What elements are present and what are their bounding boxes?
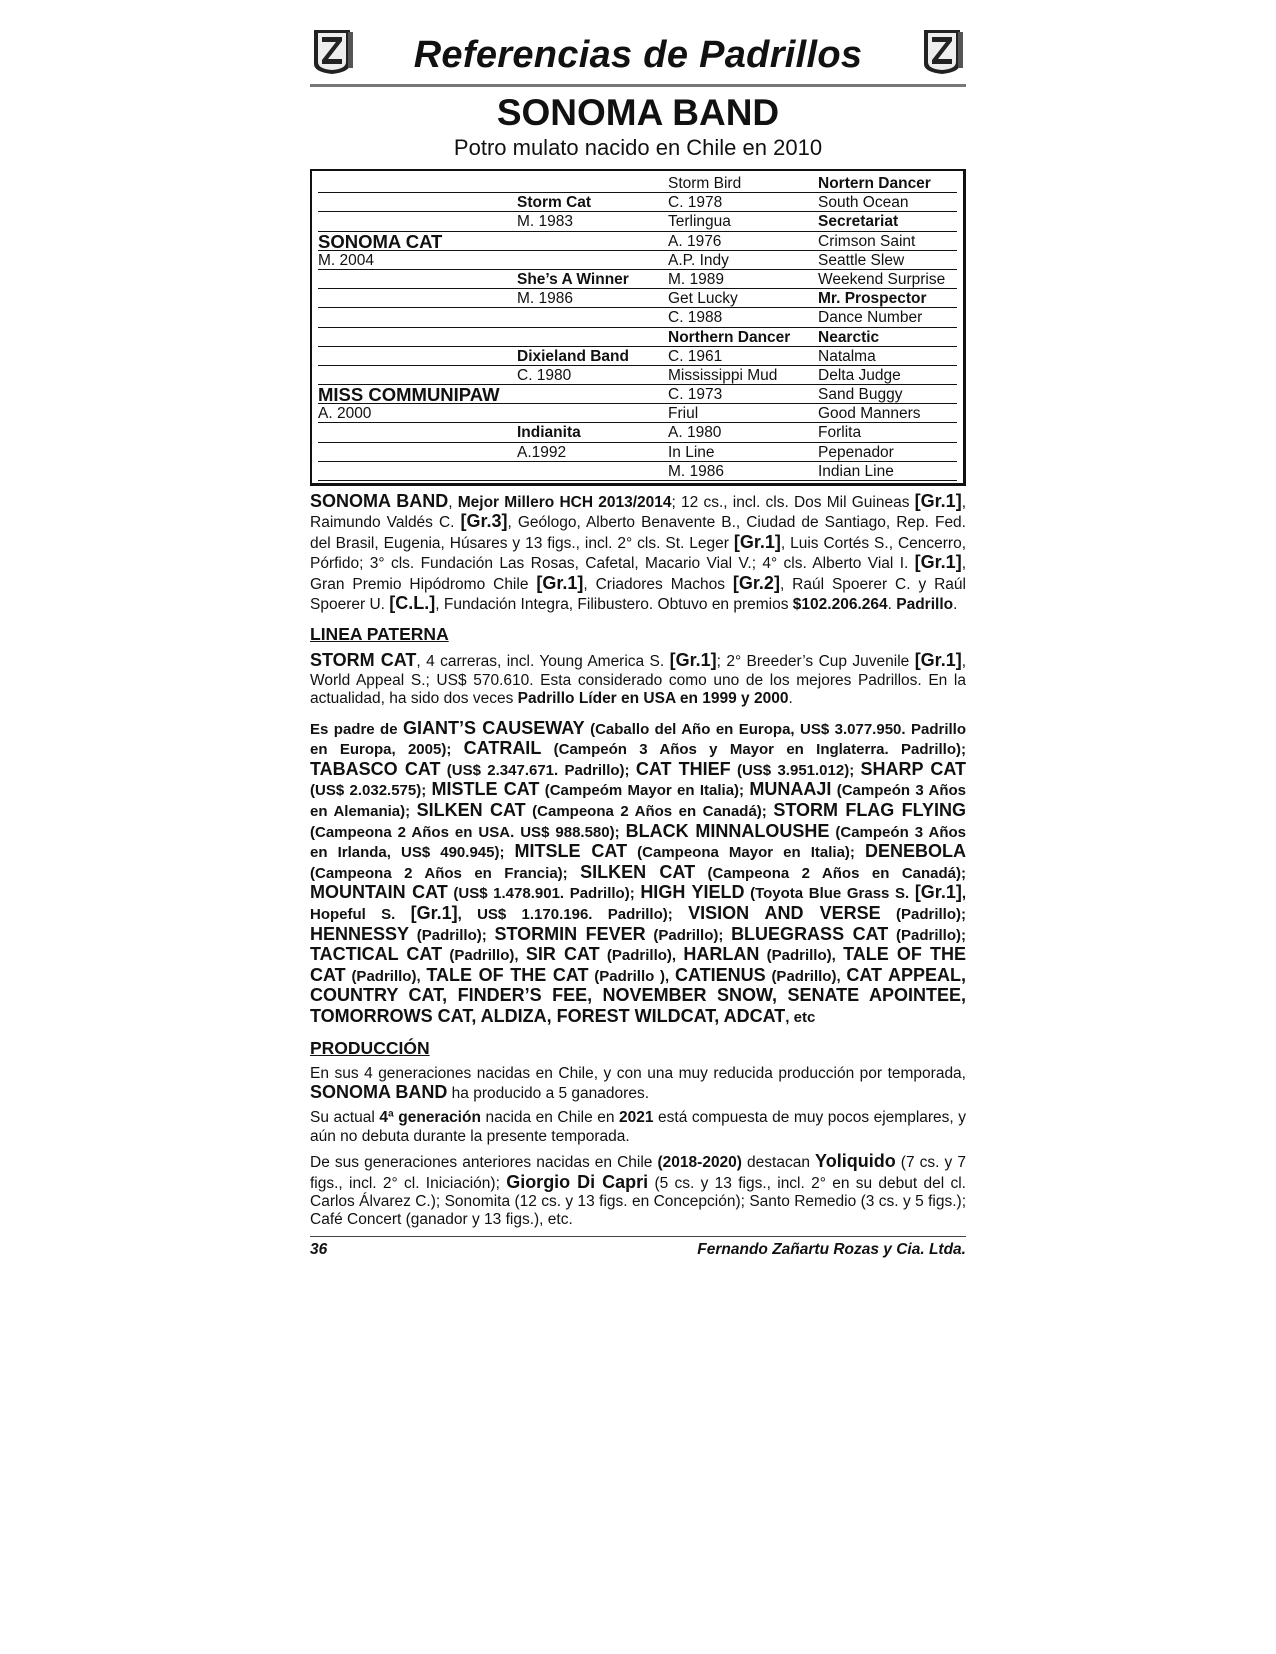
pedigree-gen4: Weekend Surprise bbox=[818, 270, 957, 289]
section-title-linea: LINEA PATERNA bbox=[310, 624, 449, 645]
produccion-text: destacan bbox=[741, 1154, 816, 1172]
progeny-detail: (Campeona 2 Años en Francia); bbox=[310, 864, 581, 882]
pedigree-gen2 bbox=[517, 174, 668, 193]
pedigree-gen3: Friul bbox=[668, 404, 818, 423]
pedigree-gen1 bbox=[318, 270, 517, 289]
pedigree-gen1 bbox=[318, 462, 517, 481]
pedigree-gen4: Crimson Saint bbox=[818, 232, 957, 251]
progeny-detail: (US$ 1.478.901. Padrillo); bbox=[447, 885, 641, 903]
progeny-detail: (Padrillo); bbox=[880, 906, 966, 923]
pedigree-row bbox=[318, 212, 957, 231]
progeny-detail: (Campeona Mayor en Italia); bbox=[627, 844, 865, 862]
progeny-name: SILKEN CAT bbox=[416, 800, 526, 821]
grade-label: [Gr.1] bbox=[733, 531, 781, 552]
pedigree-row bbox=[318, 308, 957, 327]
grade-label: [Gr.3] bbox=[460, 511, 508, 532]
pedigree-gen2 bbox=[517, 251, 668, 270]
pedigree-gen1: A. 2000 bbox=[318, 404, 517, 423]
produccion-p3 bbox=[310, 1152, 966, 1230]
progeny-detail: (Padrillo), bbox=[599, 947, 684, 965]
progeny-name: SILKEN CAT bbox=[580, 861, 696, 882]
pedigree-gen4: Nortern Dancer bbox=[818, 174, 957, 193]
progeny-name: VISION AND VERSE bbox=[688, 903, 881, 923]
pedigree-gen1 bbox=[318, 423, 517, 442]
pedigree-gen1 bbox=[318, 289, 517, 308]
progeny-detail: (Padrillo), bbox=[442, 947, 526, 965]
progeny-detail: (Campeón 3 Años en Irlanda, US$ 490.945); bbox=[310, 823, 966, 862]
pedigree-gen3: Get Lucky bbox=[668, 289, 818, 308]
pedigree-row bbox=[318, 270, 957, 289]
pedigree-gen1 bbox=[318, 366, 517, 385]
record-text: , Geólogo, Alberto Benavente B., Ciudad de Santiago, Rep. Fed. del Brasil, Eugenia, Húsares y 13 figs., incl. 2° cls. St. Leger bbox=[310, 514, 966, 552]
linea-text: , 4 carreras, incl. Young America S. bbox=[416, 653, 670, 671]
progeny-name: GIANT’S CAUSEWAY bbox=[403, 717, 585, 738]
footer-rule bbox=[310, 1236, 966, 1237]
pedigree-gen1 bbox=[318, 347, 517, 366]
pedigree-gen2: M. 1986 bbox=[517, 289, 668, 308]
progeny-detail: (US$ 2.032.575); bbox=[310, 782, 432, 800]
sire-name: STORM CAT bbox=[310, 650, 417, 671]
pedigree-row bbox=[318, 193, 957, 212]
pedigree-gen3: Storm Bird bbox=[668, 174, 818, 193]
progeny-detail: (Caballo del Año en Europa, US$ 3.077.950. Padrillo en Europa, 2005); bbox=[310, 720, 966, 759]
record-text: , Raúl Spoerer C. y Raúl Spoerer U. bbox=[310, 575, 966, 614]
record-text: , Raimundo Valdés C. bbox=[310, 494, 966, 532]
progeny-detail: (Padrillo), bbox=[345, 967, 427, 985]
pedigree-gen4: Natalma bbox=[818, 347, 957, 366]
progeny-detail: (Campeóm Mayor en Italia); bbox=[539, 782, 750, 800]
progeny-name: HIGH YIELD bbox=[640, 882, 745, 903]
progeny-name: [Gr.1] bbox=[914, 882, 962, 903]
pedigree-gen3: C. 1978 bbox=[668, 193, 818, 212]
produccion-p2 bbox=[310, 1109, 966, 1146]
pedigree-gen3: C. 1961 bbox=[668, 347, 818, 366]
pedigree-gen3: Mississippi Mud bbox=[668, 366, 818, 385]
pedigree-row bbox=[318, 347, 957, 366]
header-rule bbox=[310, 84, 966, 87]
pedigree-gen4: South Ocean bbox=[818, 193, 957, 212]
progeny-detail: Es padre de bbox=[310, 720, 403, 738]
grade-label: [Gr.1] bbox=[914, 491, 962, 511]
record-text: , Gran Premio Hipódromo Chile bbox=[310, 555, 966, 593]
progeny-detail: (Padrillo); bbox=[888, 926, 966, 944]
progeny-detail: (Padrillo); bbox=[409, 926, 495, 944]
record-horse-name: SONOMA BAND bbox=[310, 491, 449, 511]
progeny-name: DENEBOLA bbox=[864, 841, 966, 862]
pedigree-gen1: SONOMA CAT bbox=[318, 232, 517, 251]
footer bbox=[310, 1241, 966, 1259]
progeny-name: BLUEGRASS CAT bbox=[731, 923, 889, 944]
pedigree-gen2: C. 1980 bbox=[517, 366, 668, 385]
pedigree-row bbox=[318, 251, 957, 270]
record-text: , Criadores Machos bbox=[583, 575, 733, 593]
leader-label: Padrillo Líder en USA en 1999 y 2000 bbox=[517, 690, 789, 708]
pedigree-table bbox=[310, 169, 966, 486]
publisher: Fernando Zañartu Rozas y Cia. Ltda. bbox=[697, 1240, 966, 1258]
progeny-name: HENNESSY bbox=[310, 923, 410, 944]
pedigree-gen2: Storm Cat bbox=[517, 193, 668, 212]
record-text: . bbox=[953, 596, 958, 614]
header-title: Referencias de Padrillos bbox=[413, 34, 863, 76]
pedigree-gen2 bbox=[517, 462, 668, 481]
grade-label: [Gr.1] bbox=[669, 650, 717, 671]
pedigree-gen2 bbox=[517, 328, 668, 347]
progeny-detail: (Padrillo), bbox=[765, 967, 847, 985]
pedigree-gen2 bbox=[517, 404, 668, 423]
pedigree-gen2: She’s A Winner bbox=[517, 270, 668, 289]
pedigree-gen4: Nearctic bbox=[818, 328, 957, 347]
progeny-name: MUNAAJI bbox=[749, 779, 832, 800]
produccion-p1 bbox=[310, 1065, 966, 1104]
progeny-name: STORMIN FEVER bbox=[494, 923, 646, 944]
progeny-name: CAT APPEAL, COUNTRY CAT, FINDER’S FEE, NOVEMBER SNOW, SENATE APOINTEE, TOMORROWS CAT, ALDIZA, FOREST WILDCAT, ADCAT bbox=[310, 964, 966, 1026]
progeny-name: TACTICAL CAT bbox=[310, 944, 443, 965]
progeny-name: MOUNTAIN CAT bbox=[310, 882, 448, 903]
pedigree-gen1 bbox=[318, 308, 517, 327]
fz-logo-icon bbox=[920, 24, 966, 76]
record-text: ; 12 cs., incl. cls. Dos Mil Guineas bbox=[671, 494, 915, 511]
pedigree-gen3: A. 1980 bbox=[668, 423, 818, 442]
pedigree-row bbox=[318, 443, 957, 462]
record-award: Mejor Millero HCH 2013/2014 bbox=[457, 494, 672, 511]
progeny-detail: (Campeona 2 Años en Canadá); bbox=[525, 803, 774, 821]
pedigree-gen4: Pepenador bbox=[818, 443, 957, 462]
pedigree-row bbox=[318, 385, 957, 404]
record-text: . bbox=[887, 596, 897, 614]
pedigree-row bbox=[318, 328, 957, 347]
pedigree-gen1 bbox=[318, 328, 517, 347]
horse-name-inline: SONOMA BAND bbox=[310, 1081, 448, 1102]
pedigree-gen1 bbox=[318, 174, 517, 193]
pedigree-gen4: Dance Number bbox=[818, 308, 957, 327]
progeny-detail: (Padrillo); bbox=[645, 926, 732, 944]
grade-label: [Gr.1] bbox=[914, 552, 962, 573]
horse-name: SONOMA BAND bbox=[496, 92, 780, 133]
record-text: , Fundación Integra, Filibustero. Obtuvo en premios bbox=[435, 596, 793, 614]
progeny-name: BLACK MINNALOUSHE bbox=[625, 820, 830, 841]
pedigree-row bbox=[318, 232, 957, 251]
section-title-produccion: PRODUCCIÓN bbox=[310, 1037, 430, 1058]
pedigree-row bbox=[318, 174, 957, 193]
progeny-detail: (Campeón 3 Años en Alemania); bbox=[310, 782, 966, 821]
progeny-name: CATIENUS bbox=[675, 964, 766, 985]
pedigree-gen3: C. 1988 bbox=[668, 308, 818, 327]
pedigree-row bbox=[318, 289, 957, 308]
status-label: Padrillo bbox=[896, 596, 954, 614]
progeny-name: MITSLE CAT bbox=[514, 841, 628, 862]
years-label: (2018-2020) bbox=[657, 1154, 742, 1172]
progeny-name: TALE OF THE CAT bbox=[426, 964, 589, 985]
linea-text: . bbox=[788, 690, 793, 708]
pedigree-gen1 bbox=[318, 193, 517, 212]
year-label: 2021 bbox=[619, 1109, 654, 1127]
offspring-name: Giorgio Di Capri bbox=[506, 1171, 649, 1192]
progeny-detail: (Toyota Blue Grass S. bbox=[744, 885, 915, 903]
produccion-text: Su actual bbox=[310, 1109, 380, 1127]
header bbox=[310, 22, 966, 82]
progeny-name: CATRAIL bbox=[463, 738, 542, 759]
produccion-text: En sus 4 generaciones nacidas en Chile, y con una muy reducida producción por temporada, bbox=[310, 1064, 966, 1082]
horse-subtitle: Potro mulato nacido en Chile en 2010 bbox=[453, 135, 823, 160]
pedigree-row bbox=[318, 462, 957, 481]
pedigree-gen1 bbox=[318, 443, 517, 462]
progeny-name: SHARP CAT bbox=[860, 758, 967, 779]
grade-label: [Gr.1] bbox=[536, 572, 584, 593]
pedigree-row bbox=[318, 404, 957, 423]
progeny-detail: , Hopeful S. bbox=[310, 885, 966, 923]
pedigree-gen2: M. 1983 bbox=[517, 212, 668, 231]
pedigree-gen3: A.P. Indy bbox=[668, 251, 818, 270]
pedigree-gen4: Sand Buggy bbox=[818, 385, 957, 404]
pedigree-gen1: MISS COMMUNIPAW bbox=[318, 385, 517, 404]
progeny-name: STORM FLAG FLYING bbox=[773, 800, 966, 821]
generation-label: 4ª generación bbox=[379, 1109, 481, 1127]
progeny-name: SIR CAT bbox=[525, 944, 600, 965]
record-text: , Luis Cortés S., Cencerro, Pórfido; 3° cls. Fundación Las Rosas, Cafetal, Macario Vial V.; 4° cls. Alberto Vial I. bbox=[310, 534, 966, 573]
pedigree-gen4: Secretariat bbox=[818, 212, 957, 231]
progeny-detail: (US$ 2.347.671. Padrillo); bbox=[440, 761, 636, 779]
produccion-text: ha producido a 5 ganadores. bbox=[447, 1084, 649, 1102]
pedigree-gen4: Mr. Prospector bbox=[818, 289, 957, 308]
progeny-list bbox=[310, 719, 966, 1028]
progeny-detail: (Campeona 2 Años en Canadá); bbox=[695, 864, 967, 882]
grade-label: [Gr.2] bbox=[732, 572, 780, 593]
record-text: , bbox=[448, 494, 458, 511]
grade-label: [C.L.] bbox=[389, 593, 436, 614]
page bbox=[310, 22, 966, 1259]
race-record bbox=[310, 492, 966, 614]
progeny-detail: (Campeona 2 Años en USA. US$ 988.580); bbox=[310, 823, 626, 841]
grade-label: [Gr.1] bbox=[914, 650, 962, 671]
prize-amount: $102.206.264 bbox=[792, 596, 888, 614]
pedigree-gen4: Seattle Slew bbox=[818, 251, 957, 270]
pedigree-gen2 bbox=[517, 385, 668, 404]
progeny-name: TABASCO CAT bbox=[310, 758, 441, 779]
pedigree-gen2: Dixieland Band bbox=[517, 347, 668, 366]
pedigree-gen4: Indian Line bbox=[818, 462, 957, 481]
produccion-text: está compuesta de muy pocos ejemplares, y aún no debuta durante la presente temporada. bbox=[310, 1109, 967, 1145]
produccion-text: (7 cs. y 7 figs., incl. 2° cl. Iniciación); bbox=[310, 1154, 966, 1192]
linea-paterna-text bbox=[310, 651, 966, 708]
pedigree-gen3: A. 1976 bbox=[668, 232, 818, 251]
pedigree-gen4: Forlita bbox=[818, 423, 957, 442]
progeny-detail: , etc bbox=[785, 1008, 816, 1026]
produccion-text: (5 cs. y 13 figs., incl. 2° en su debut del cl. Carlos Álvarez C.); Sonomita (12 cs. y 13 figs. en Concepción); Santo Remedio (3 cs. y 5 figs.); Café Concert (ganador y 13 figs.), etc. bbox=[310, 1174, 966, 1229]
pedigree-gen3: In Line bbox=[668, 443, 818, 462]
progeny-detail: (Padrillo ), bbox=[588, 967, 675, 985]
progeny-detail: (US$ 3.951.012); bbox=[730, 761, 861, 779]
pedigree-gen2 bbox=[517, 308, 668, 327]
pedigree-gen4: Delta Judge bbox=[818, 366, 957, 385]
linea-text: , World Appeal S.; US$ 570.610. Esta considerado como uno de los mejores Padrillos. En la actualidad, ha sido dos veces bbox=[310, 653, 967, 708]
pedigree-gen1: M. 2004 bbox=[318, 251, 517, 270]
produccion-text: De sus generaciones anteriores nacidas en Chile bbox=[310, 1154, 658, 1172]
pedigree-gen2 bbox=[517, 232, 668, 251]
progeny-name: CAT THIEF bbox=[635, 758, 731, 779]
pedigree-gen3: Terlingua bbox=[668, 212, 818, 231]
progeny-name: HARLAN bbox=[683, 944, 760, 965]
progeny-name: [Gr.1] bbox=[410, 903, 458, 923]
pedigree-gen3: M. 1989 bbox=[668, 270, 818, 289]
pedigree-gen3: C. 1973 bbox=[668, 385, 818, 404]
progeny-name: TALE OF THE CAT bbox=[310, 944, 966, 985]
progeny-detail: , US$ 1.170.196. Padrillo); bbox=[457, 906, 689, 923]
progeny-name: MISTLE CAT bbox=[431, 779, 540, 800]
pedigree-gen2: Indianita bbox=[517, 423, 668, 442]
pedigree-gen3: M. 1986 bbox=[668, 462, 818, 481]
linea-text: ; 2° Breeder’s Cup Juvenile bbox=[716, 653, 915, 671]
pedigree-gen3: Northern Dancer bbox=[668, 328, 818, 347]
pedigree-row bbox=[318, 366, 957, 385]
page-number: 36 bbox=[310, 1240, 328, 1258]
pedigree-gen1 bbox=[318, 212, 517, 231]
offspring-name: Yoliquido bbox=[815, 1151, 896, 1172]
pedigree-gen4: Good Manners bbox=[818, 404, 957, 423]
progeny-detail: (Campeón 3 Años y Mayor en Inglaterra. Padrillo); bbox=[541, 741, 966, 759]
progeny-detail: (Padrillo), bbox=[759, 947, 844, 965]
pedigree-gen2: A.1992 bbox=[517, 443, 668, 462]
produccion-text: nacida en Chile en bbox=[480, 1109, 620, 1127]
pedigree-row bbox=[318, 423, 957, 442]
